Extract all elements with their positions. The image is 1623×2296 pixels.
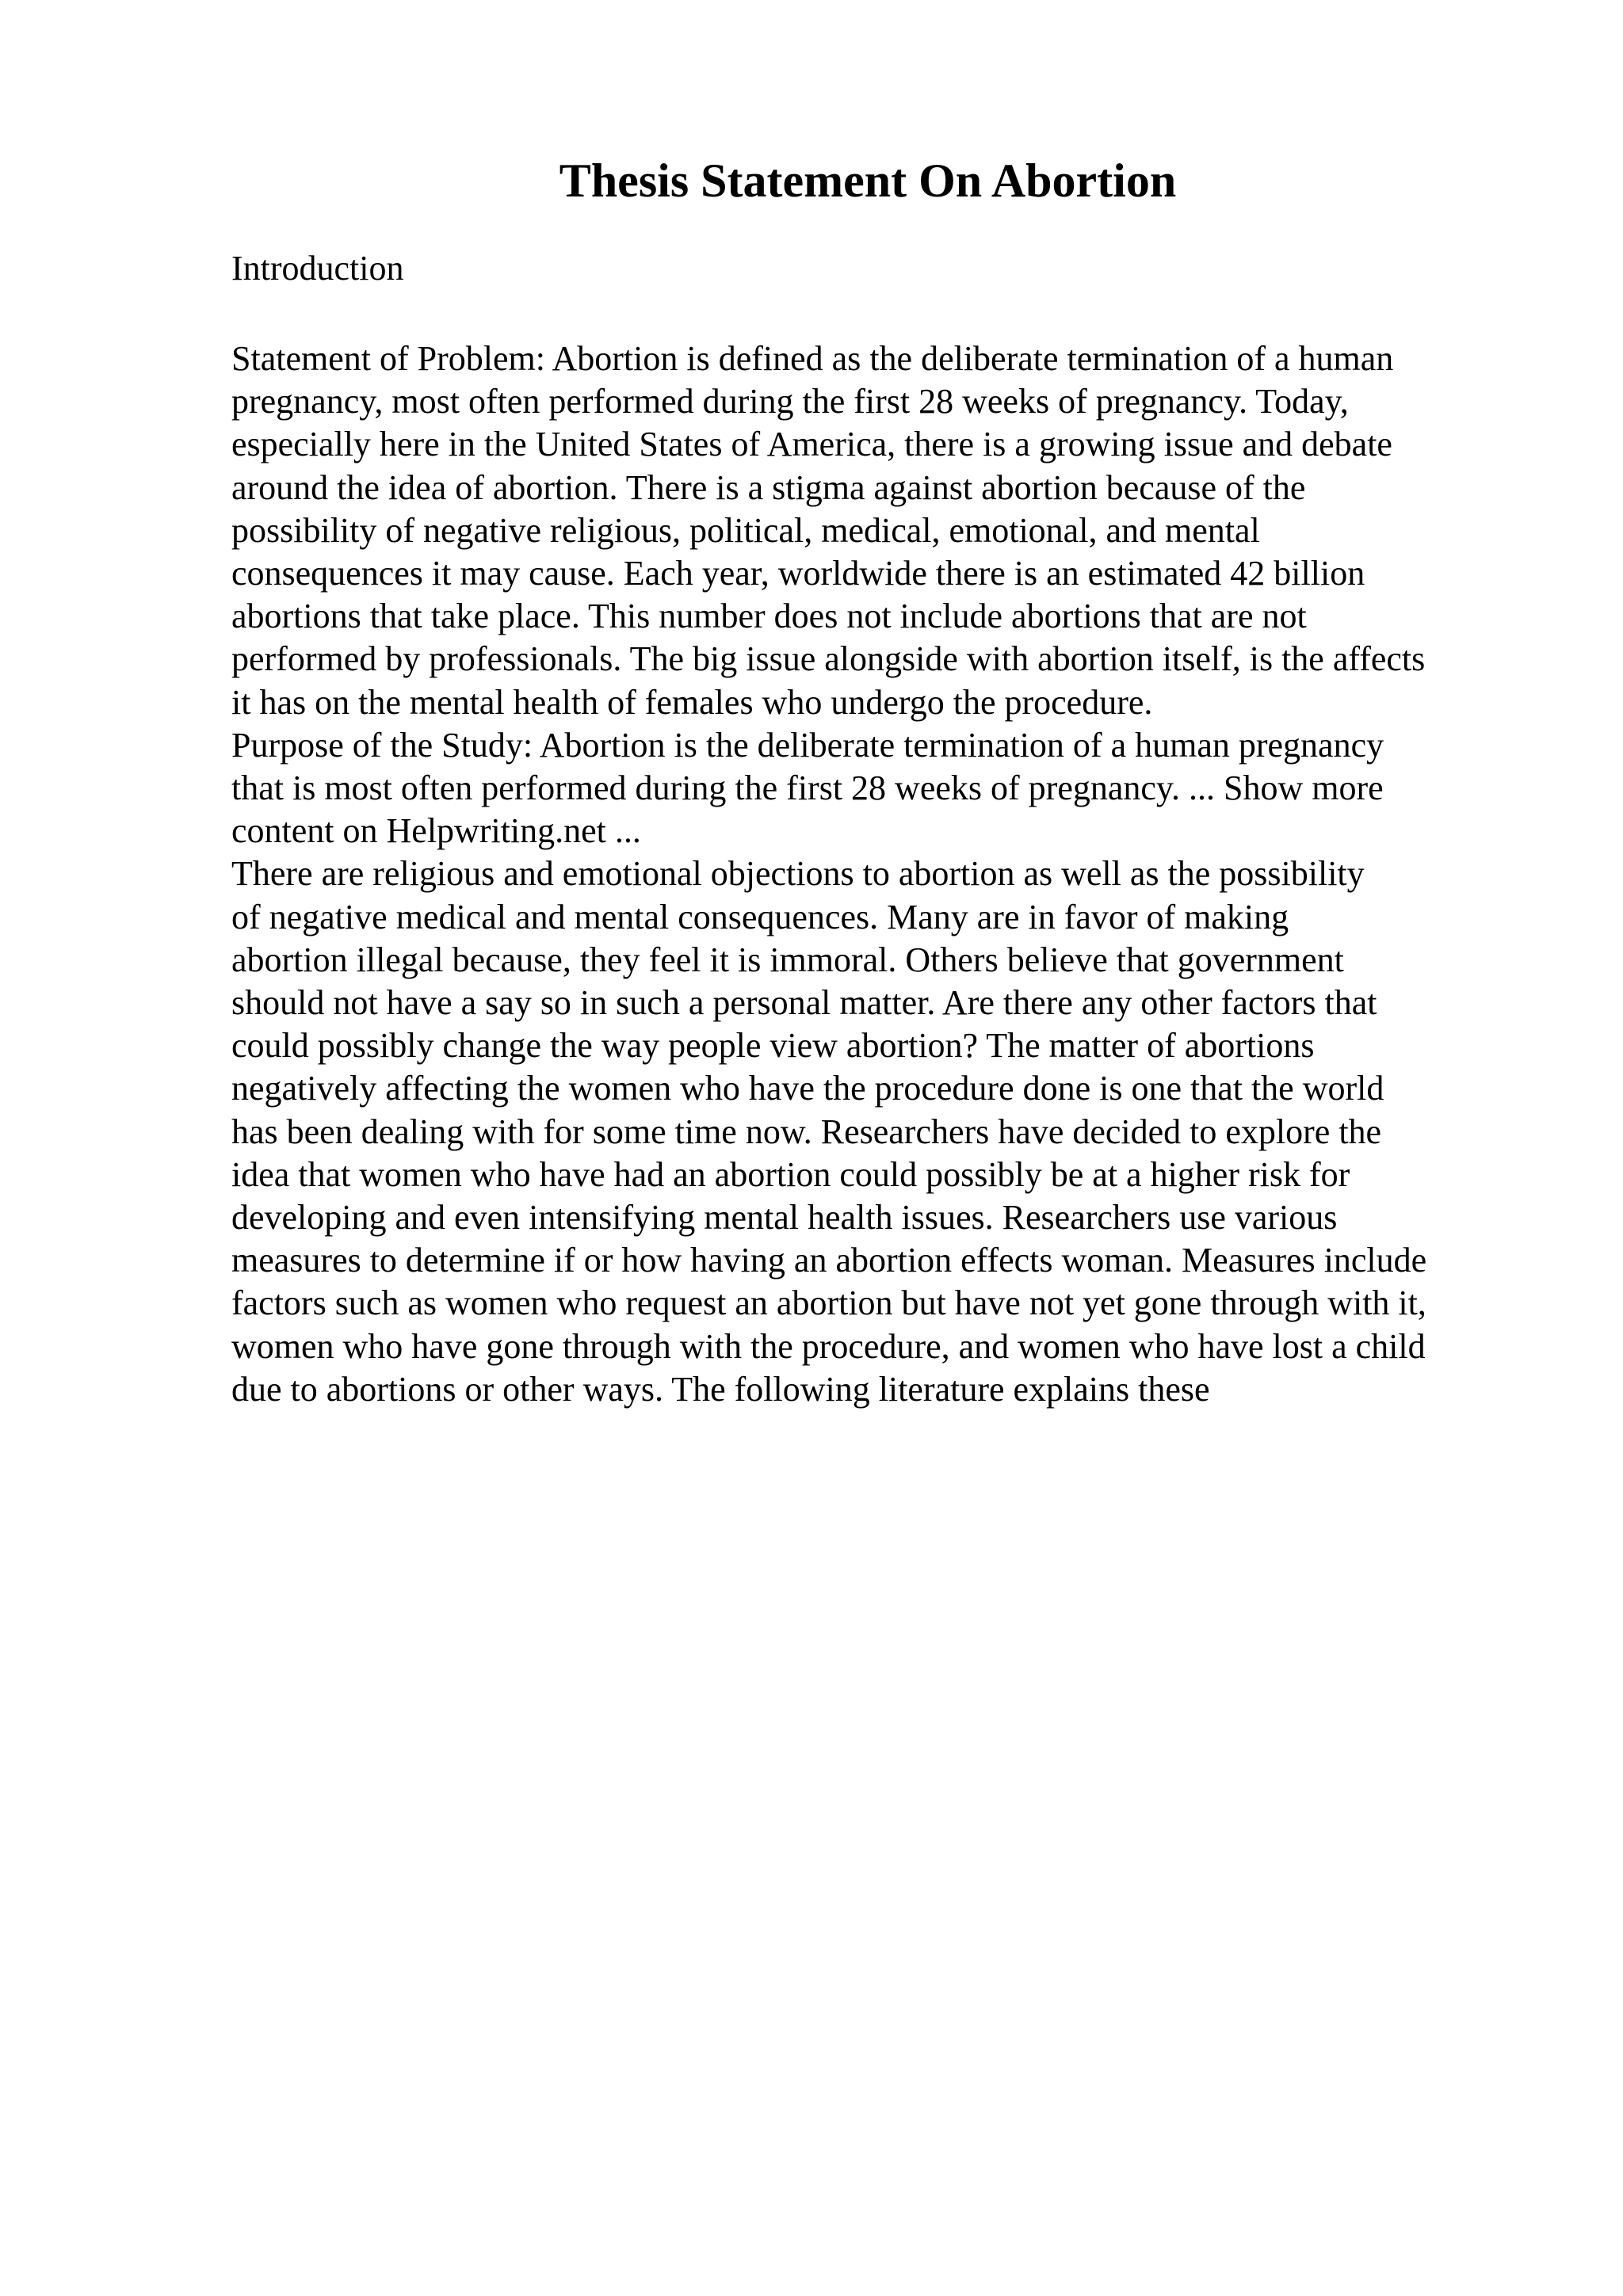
document-title: Thesis Statement On Abortion [559, 154, 1177, 207]
body-line: content on Helpwriting.net ... [231, 811, 641, 851]
body-line: could possibly change the way people view abortion? The matter of abortions [231, 1026, 1315, 1066]
body-line: abortion illegal because, they feel it is immoral. Others believe that government [231, 940, 1344, 979]
body-line: pregnancy, most often performed during the first 28 weeks of pregnancy. Today, [231, 382, 1349, 421]
body-line: There are religious and emotional objections to abortion as well as the possibility [231, 854, 1365, 894]
document-body [231, 338, 1531, 1411]
body-line: performed by professionals. The big issue alongside with abortion itself, is the affects [231, 639, 1426, 679]
body-line: possibility of negative religious, political, medical, emotional, and mental [231, 510, 1260, 550]
body-line: Statement of Problem: Abortion is defined as the deliberate termination of a human [231, 339, 1394, 378]
body-line: that is most often performed during the first 28 weeks of pregnancy. ... Show more [231, 769, 1384, 808]
body-line: measures to determine if or how having an abortion effects woman. Measures include [231, 1241, 1427, 1280]
body-line: it has on the mental health of females who undergo the procedure. [231, 682, 1153, 722]
body-line: women who have gone through with the procedure, and women who have lost a child [231, 1326, 1426, 1366]
body-line: factors such as women who request an abortion but have not yet gone through with it, [231, 1283, 1426, 1323]
body-line: negatively affecting the women who have the procedure done is one that the world [231, 1069, 1384, 1108]
intro-heading: Introduction [231, 249, 404, 288]
body-line: should not have a say so in such a personal matter. Are there any other factors that [231, 983, 1377, 1023]
body-line: especially here in the United States of America, there is a growing issue and debate [231, 425, 1392, 464]
body-line: due to abortions or other ways. The following literature explains these [231, 1369, 1210, 1409]
body-line: abortions that take place. This number does not include abortions that are not [231, 597, 1307, 636]
body-line: consequences it may cause. Each year, worldwide there is an estimated 42 billion [231, 554, 1365, 593]
body-line: around the idea of abortion. There is a stigma against abortion because of the [231, 467, 1306, 507]
body-line: of negative medical and mental consequences. Many are in favor of making [231, 897, 1289, 936]
body-line: Purpose of the Study: Abortion is the deliberate termination of a human pregnancy [231, 725, 1384, 765]
body-line: developing and even intensifying mental health issues. Researchers use various [231, 1198, 1338, 1238]
body-line: idea that women who have had an abortion could possibly be at a higher risk for [231, 1154, 1350, 1194]
body-line: has been dealing with for some time now. Researchers have decided to explore the [231, 1112, 1382, 1151]
